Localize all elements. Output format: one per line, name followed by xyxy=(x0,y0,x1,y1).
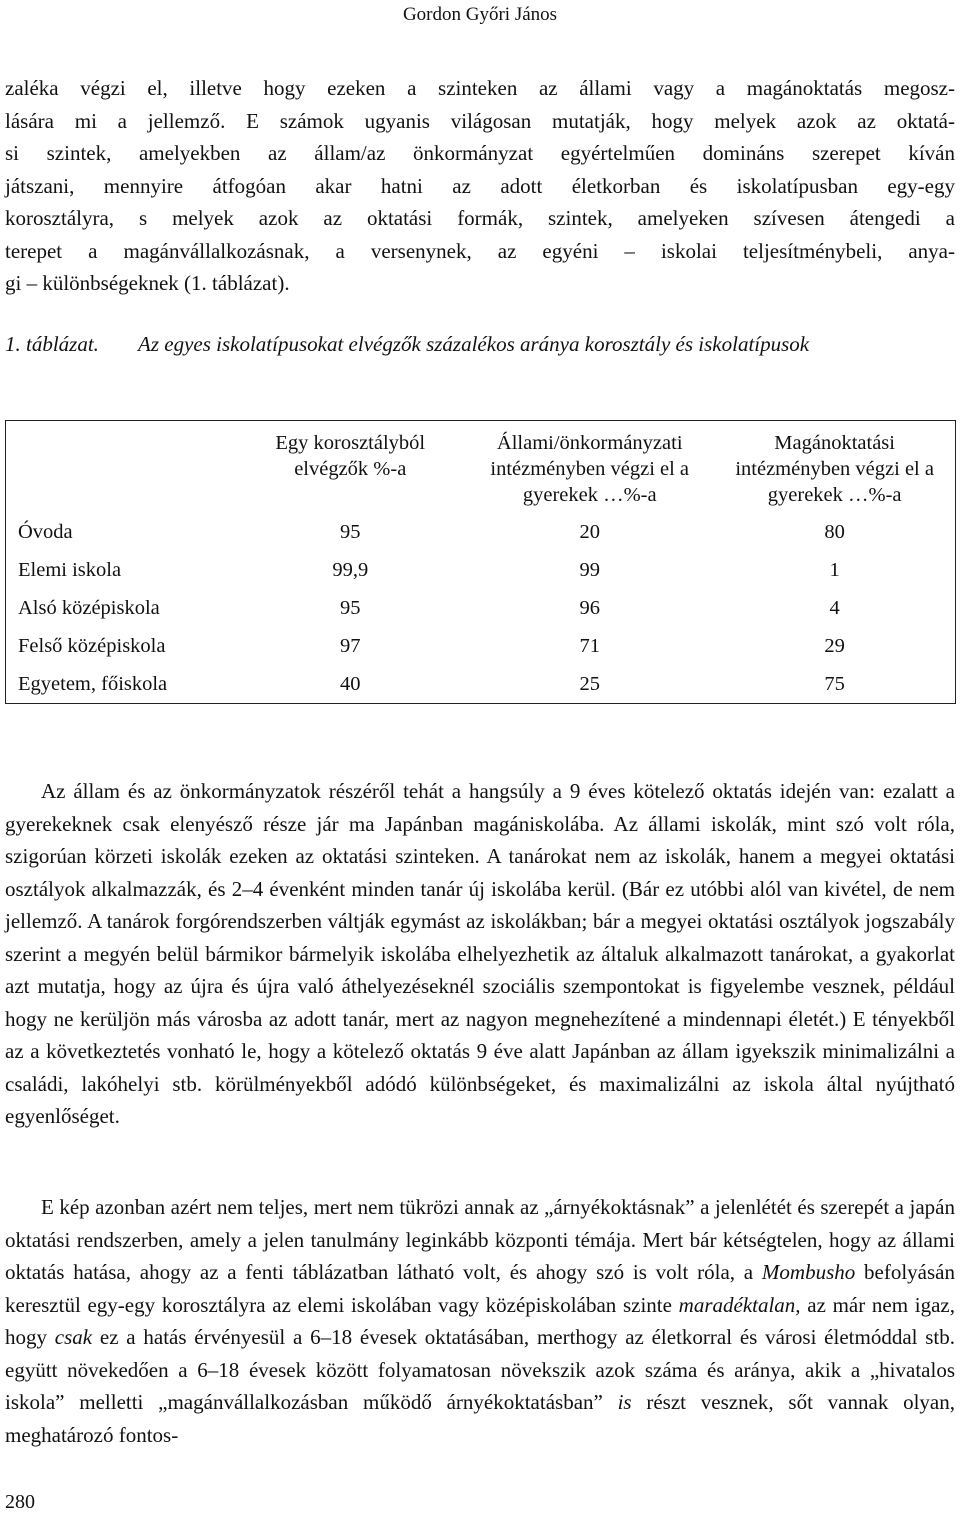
text-line: gi – különbségeknek (1. táblázat). xyxy=(5,271,290,295)
header-private-percent: Magánoktatási intézményben végzi el a gyerekek …%-a xyxy=(735,432,934,506)
school-type-cell: Óvoda xyxy=(18,520,73,543)
state-cell: 20 xyxy=(579,520,600,543)
private-cell: 80 xyxy=(824,520,845,543)
paragraph-text: E kép azonban azért nem teljes, mert nem tükrözi annak az „árnyékoktásnak” a jelenlétét és szerepét a japán oktatási rendszerben, amely a jelen tanulmány leginkább központi témája. Mert bár kétségtelen, hogy az állami oktatás hatása, ahogy az a fenti táblázatban látható volt, és ahogy szó is volt róla, a xyxy=(5,1195,955,1284)
header-state-percent: Állami/önkormányzati intézményben végzi el a gyerekek …%-a xyxy=(490,432,690,506)
school-type-cell: Egyetem, főiskola xyxy=(18,672,168,695)
private-cell: 29 xyxy=(824,634,845,657)
text-line: terepet a magánvállalkozásnak, a versenynek, az egyéni – iskolai teljesítménybeli, anya- xyxy=(5,238,955,263)
text-line: lására mi a jellemző. E számok ugyanis világosan mutatják, hogy melyek azok az oktatá- xyxy=(5,108,955,133)
school-type-cell: Elemi iskola xyxy=(18,558,122,581)
table-caption xyxy=(5,328,955,361)
body-paragraph xyxy=(5,775,955,1133)
italic-term: is xyxy=(617,1390,632,1414)
private-cell: 75 xyxy=(824,672,845,695)
text-line: si szintek, amelyekben az állam/az önkormányzat egyértelműen domináns szerepet kíván xyxy=(5,141,955,165)
paragraph-text: ez a hatás érvényesül a 6–18 évesek oktatásában, merthogy az életkorral és városi életmóddal stb. együtt növekedően a 6–18 évesek között folyamatosan növekszik azok száma és aránya, akik a „hivatalos iskola” melletti „magánvállalkozásban működő árnyékoktatásban” xyxy=(5,1325,956,1414)
state-cell: 96 xyxy=(579,596,600,619)
header-completed-percent: Egy korosztályból elvégzők %-a xyxy=(275,432,426,480)
paragraph-text: Az állam és az önkormányzatok részéről tehát a hangsúly a 9 éves kötelező oktatás idején van: ezalatt a gyerekeknek csak elenyésző része jár ma Japánban magániskolába. Az állami iskolák, mint szó volt róla, szigorúan körzeti iskolák ezeken az oktatási szinteken. A tanárokat nem az iskolák, hanem a megyei oktatási osztályok alkalmazzák, és 2–4 évenként minden tanár új iskolába kerül. (Bár ez utóbbi alól van kivétel, de nem jellemző. A tanárok forgórendszerben váltják egymást az iskolákban; bár a megyei oktatási osztályok jogszabály szerint a megyén belül bármikor bármelyik iskolába elhelyezhetik az általuk alkalmazott tanárokat, a gyakorlat azt mutatja, hogy az újra és újra való áthelyezéseknél szociális szempontokat is figyelembe vesznek, például hogy ne kerüljön más városba az adott tanár, mert az nagyon megnehezítené a mindennapi életét.) E tényekből az a következtetés vonható le, hogy a kötelező oktatás 9 éve alatt Japánban az állam igyekszik minimalizálni a családi, lakóhelyi stb. körülményekből adódó különbségeket, és maximalizálni az iskola által nyújtható egyenlőséget. xyxy=(5,779,955,1128)
paragraph-text: befolyásán keresztül egy-egy korosztályra az elemi iskolában vagy középiskolában szinte xyxy=(5,1260,955,1317)
school-type-cell: Alsó középiskola xyxy=(18,596,160,619)
italic-term: maradéktalan, xyxy=(678,1292,801,1317)
table-caption-number: 1. táblázat. xyxy=(5,332,99,356)
completed-cell: 95 xyxy=(340,520,361,543)
table-caption-text: Az egyes iskolatípusokat elvégzők százalékos aránya korosztály és iskolatípusok xyxy=(138,332,810,356)
private-cell: 1 xyxy=(829,558,840,581)
text-line: játszani, mennyire átfogóan akar hatni az adott életkorban és iskolatípusban egy-egy xyxy=(5,173,955,198)
school-type-cell: Felső középiskola xyxy=(18,634,166,657)
table-row xyxy=(6,551,956,589)
table-row xyxy=(6,513,956,551)
state-cell: 99 xyxy=(579,558,600,581)
page-number: 280 xyxy=(5,1491,35,1513)
table-row xyxy=(6,627,956,665)
header-school-type xyxy=(6,421,236,514)
paragraph-text: az már nem igaz, hogy xyxy=(5,1292,956,1349)
paragraph-text: részt vesznek, sőt vannak olyan, meghatározó fontos- xyxy=(5,1390,955,1447)
italic-term: Mombusho xyxy=(761,1260,856,1284)
state-cell: 71 xyxy=(579,634,600,657)
text-line: zaléka végzi el, illetve hogy ezeken a szinteken az állami vagy a magánoktatás megosz- xyxy=(5,76,955,100)
completed-cell: 95 xyxy=(340,596,361,619)
state-cell: 25 xyxy=(579,672,600,695)
running-header: Gordon Győri János xyxy=(402,4,558,25)
intro-paragraph xyxy=(5,72,955,300)
body-paragraph xyxy=(5,1191,955,1451)
text-line: korosztályra, s melyek azok az oktatási formák, szintek, amelyeken szívesen átengedi a xyxy=(5,206,955,230)
school-completion-table xyxy=(5,420,956,704)
table-row xyxy=(6,589,956,627)
completed-cell: 97 xyxy=(340,634,361,657)
table-row xyxy=(6,665,956,704)
private-cell: 4 xyxy=(829,596,840,619)
italic-term: csak xyxy=(54,1325,93,1349)
completed-cell: 40 xyxy=(340,672,361,695)
completed-cell: 99,9 xyxy=(332,558,369,581)
table-header-row xyxy=(6,421,956,514)
